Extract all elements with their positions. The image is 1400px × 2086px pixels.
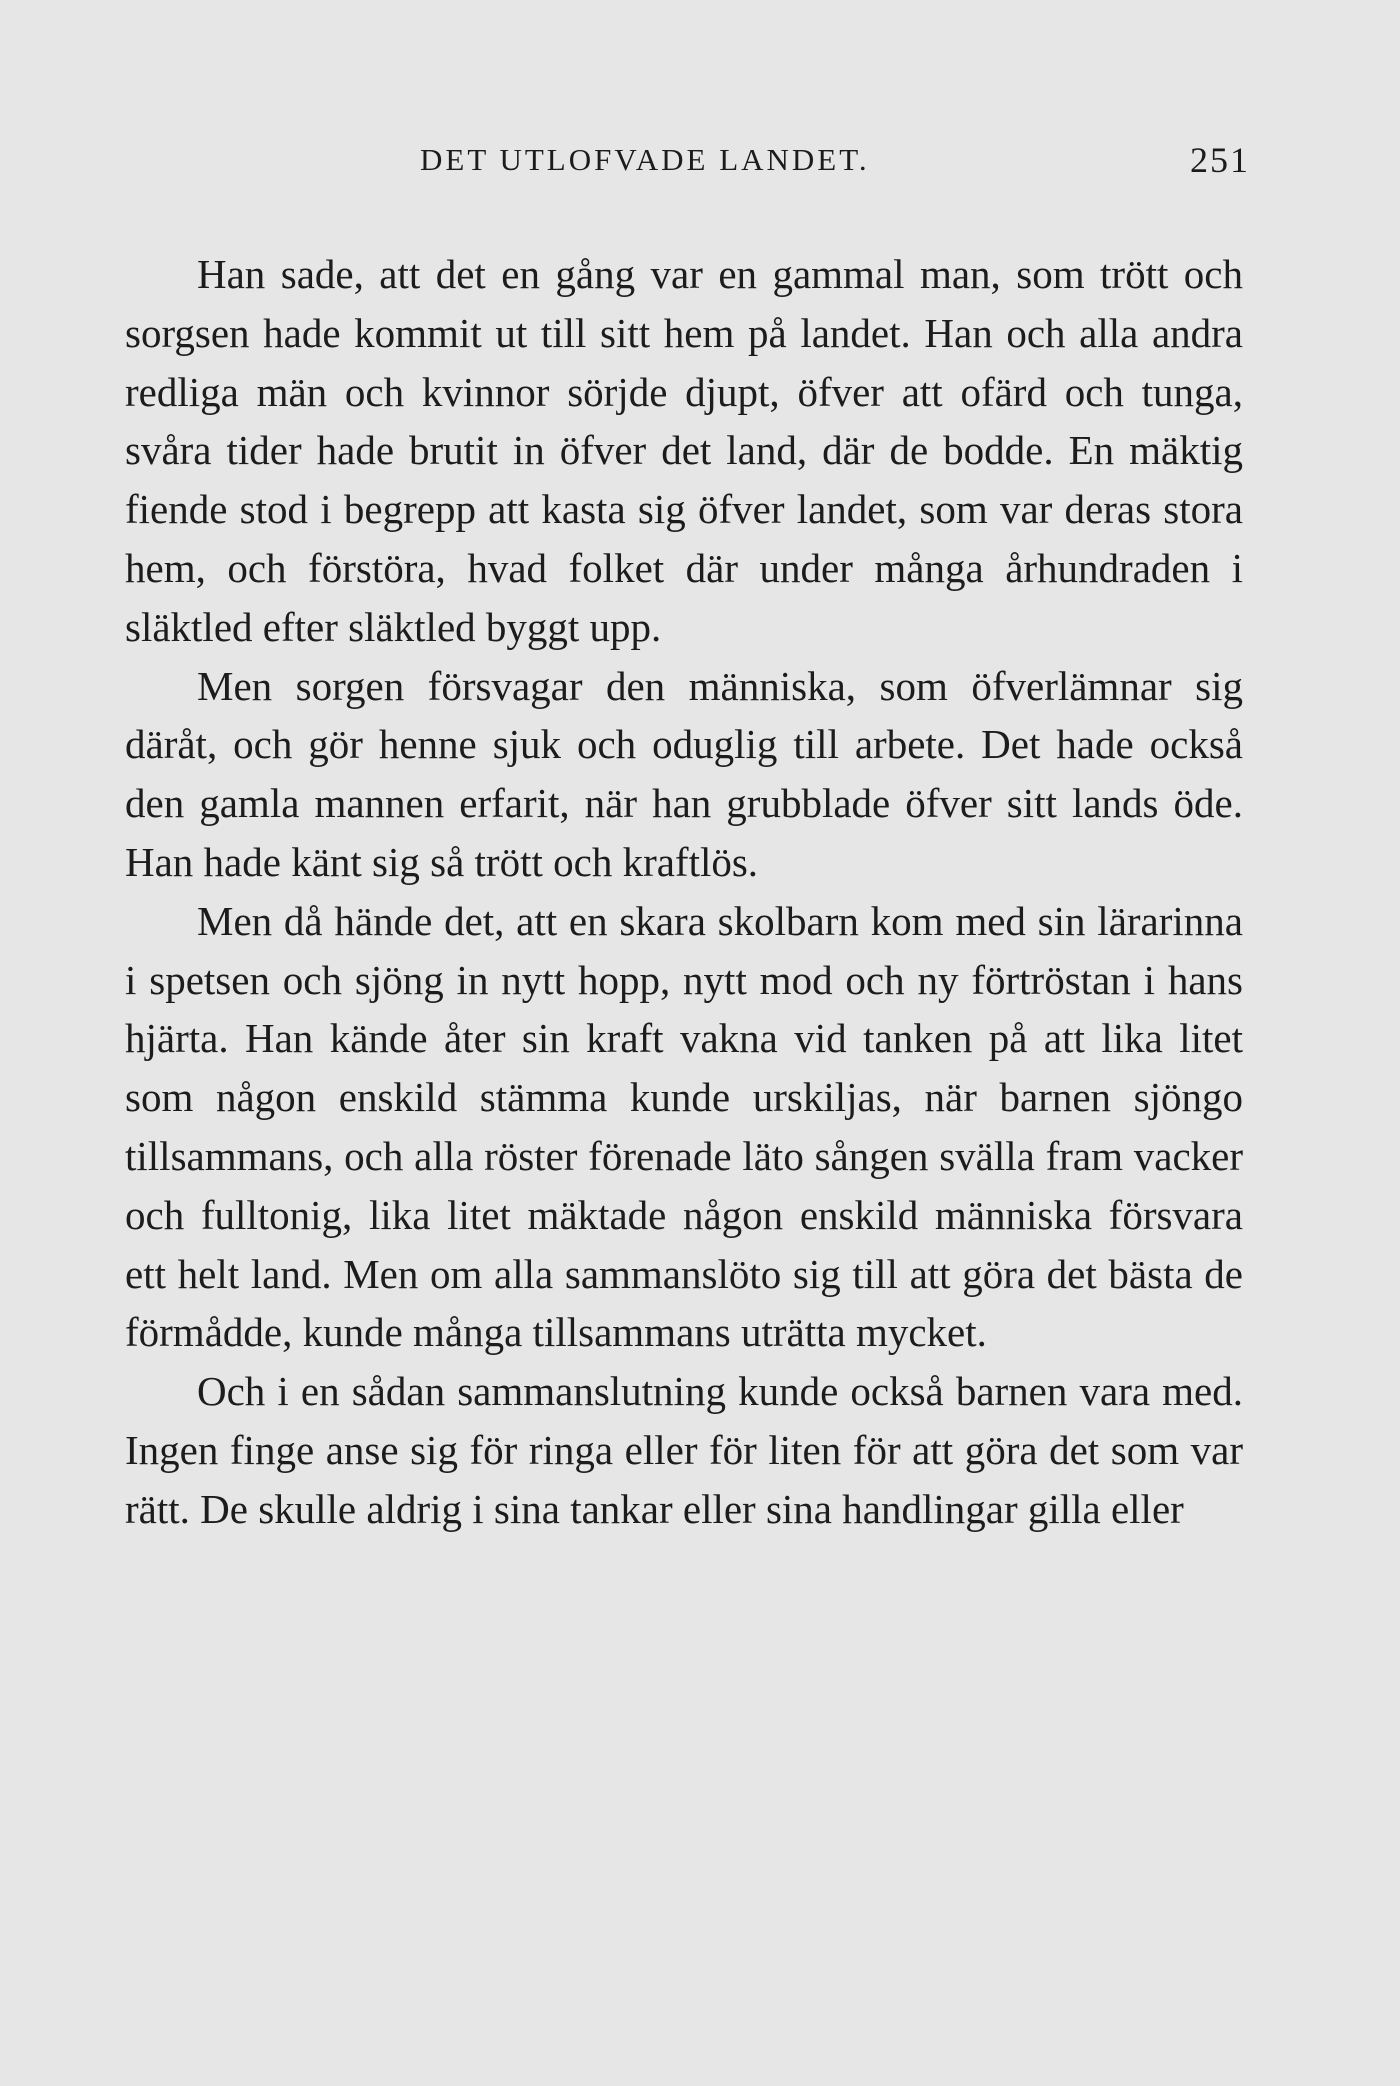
paragraph-3: Men då hände det, att en skara skolbarn kom med sin lärarinna i spetsen och sjöng in nytt hopp, nytt mod och ny förtröstan i hans hjärta. Han kände åter sin kraft vakna vid tanken på att lika litet som någon enskild stämma kunde urskiljas, när barnen sjöngo tillsammans, och alla röster förenade läto sången svälla fram vacker och fulltonig, lika litet mäktade någon enskild människa försvara ett helt land. Men om alla sammanslöto sig till att göra det bästa de förmådde, kunde många tillsammans uträtta mycket. xyxy=(125,897,1243,1356)
paragraph-1: Han sade, att det en gång var en gammal man, som trött och sorgsen hade kommit ut till sitt hem på landet. Han och alla andra redliga män och kvinnor sörjde djupt, öfver att ofärd och tunga, svåra tider hade brutit in öfver det land, där de bodde. En mäktig fiende stod i begrepp att kasta sig öfver landet, som var deras stora hem, och förstöra, hvad folket där under många århundraden i släktled efter släktled byggt upp. xyxy=(125,251,1243,650)
paragraph-2: Men sorgen försvagar den människa, som öfverlämnar sig däråt, och gör henne sjuk och oduglig till arbete. Det hade också den gamla mannen erfarit, när han grubblade öfver sitt lands öde. Han hade känt sig så trött och kraftlös. xyxy=(125,662,1243,885)
running-title: DET UTLOFVADE LANDET. xyxy=(420,142,870,177)
paragraph-4: Och i en sådan sammanslutning kunde också barnen vara med. Ingen finge anse sig för ringa eller för liten för att göra det som var rätt. De skulle aldrig i sina tankar eller sina handlingar gilla eller xyxy=(125,1368,1243,1532)
body-text xyxy=(125,245,1243,1539)
page-number: 251 xyxy=(1190,140,1250,180)
running-head xyxy=(120,140,1250,180)
